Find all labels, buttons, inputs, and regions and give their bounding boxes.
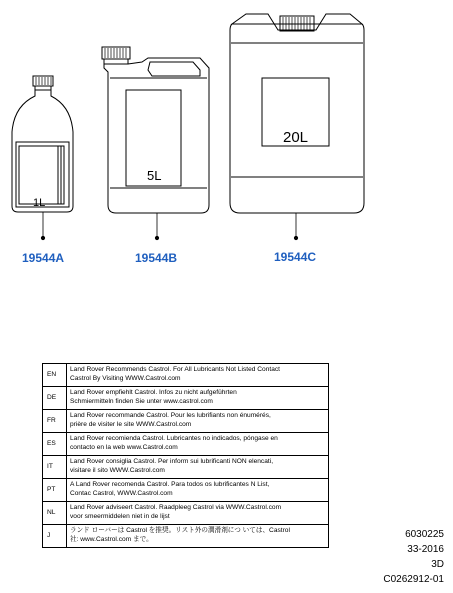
reference-line-1: 6030225 xyxy=(405,529,444,540)
note-text: Land Rover consiglia Castrol. Per inform sui lubrificanti NON elencati, visitare il sito WWW.Castrol.com xyxy=(67,456,329,479)
note-code: NL xyxy=(43,502,67,525)
jerrycan-5l xyxy=(102,47,209,240)
note-row-en xyxy=(43,364,329,387)
note-text: Land Rover Recommends Castrol. For All Lubricants Not Listed Contact Castrol By Visiting WWW.Castrol.com xyxy=(67,364,329,387)
language-notes-table xyxy=(42,363,329,548)
reference-block xyxy=(383,528,444,586)
note-code: J xyxy=(43,525,67,548)
part-number-1l: 19544A xyxy=(22,251,65,265)
bottle-1l xyxy=(12,76,73,240)
reference-line-4: C0262912-01 xyxy=(383,574,444,585)
reference-line-3: 3D xyxy=(431,559,444,570)
note-text: ランド ローバーは Castrol を推奨。リスト外の潤滑剤につ いては、Castrol 社: www.Castrol.com まで。 xyxy=(67,525,329,548)
note-code: DE xyxy=(43,387,67,410)
note-code: FR xyxy=(43,410,67,433)
reference-line-2: 33-2016 xyxy=(407,544,444,555)
note-text: Land Rover recommande Castrol. Pour les lubrifiants non énumérés, prière de visiter le site WWW.Castrol.com xyxy=(67,410,329,433)
note-code: PT xyxy=(43,479,67,502)
note-code: EN xyxy=(43,364,67,387)
jerrycan-20l-body xyxy=(230,24,364,213)
note-row-es xyxy=(43,433,329,456)
jerrycan-20l xyxy=(230,14,364,240)
note-text: Land Rover recomienda Castrol. Lubricantes no indicados, póngase en contacto en la web www.Castrol.com xyxy=(67,433,329,456)
part-number-20l: 19544C xyxy=(274,250,317,264)
note-row-de xyxy=(43,387,329,410)
note-text: Land Rover empfiehlt Castrol. Infos zu nicht aufgeführten Schmiermitteln finden Sie unter www.castrol.com xyxy=(67,387,329,410)
note-row-j xyxy=(43,525,329,548)
part-number-5l: 19544B xyxy=(135,251,178,265)
note-row-fr xyxy=(43,410,329,433)
bottle-1l-volume-label: 1L xyxy=(33,197,46,209)
note-row-pt xyxy=(43,479,329,502)
note-text: A Land Rover recomenda Castrol. Para todos os lubrificantes N List, Contac Castrol, WWW.Castrol.com xyxy=(67,479,329,502)
note-row-nl xyxy=(43,502,329,525)
note-text: Land Rover adviseert Castrol. Raadpleeg Castrol via WWW.Castrol.com voor smeermiddelen niet in de lijst xyxy=(67,502,329,525)
note-code: ES xyxy=(43,433,67,456)
jerrycan-5l-volume-label: 5L xyxy=(147,168,162,183)
jerrycan-20l-volume-label: 20L xyxy=(283,129,309,146)
jerrycan-5l-handle xyxy=(148,62,200,76)
jerrycan-5l-body xyxy=(104,58,209,213)
note-code: IT xyxy=(43,456,67,479)
note-row-it xyxy=(43,456,329,479)
